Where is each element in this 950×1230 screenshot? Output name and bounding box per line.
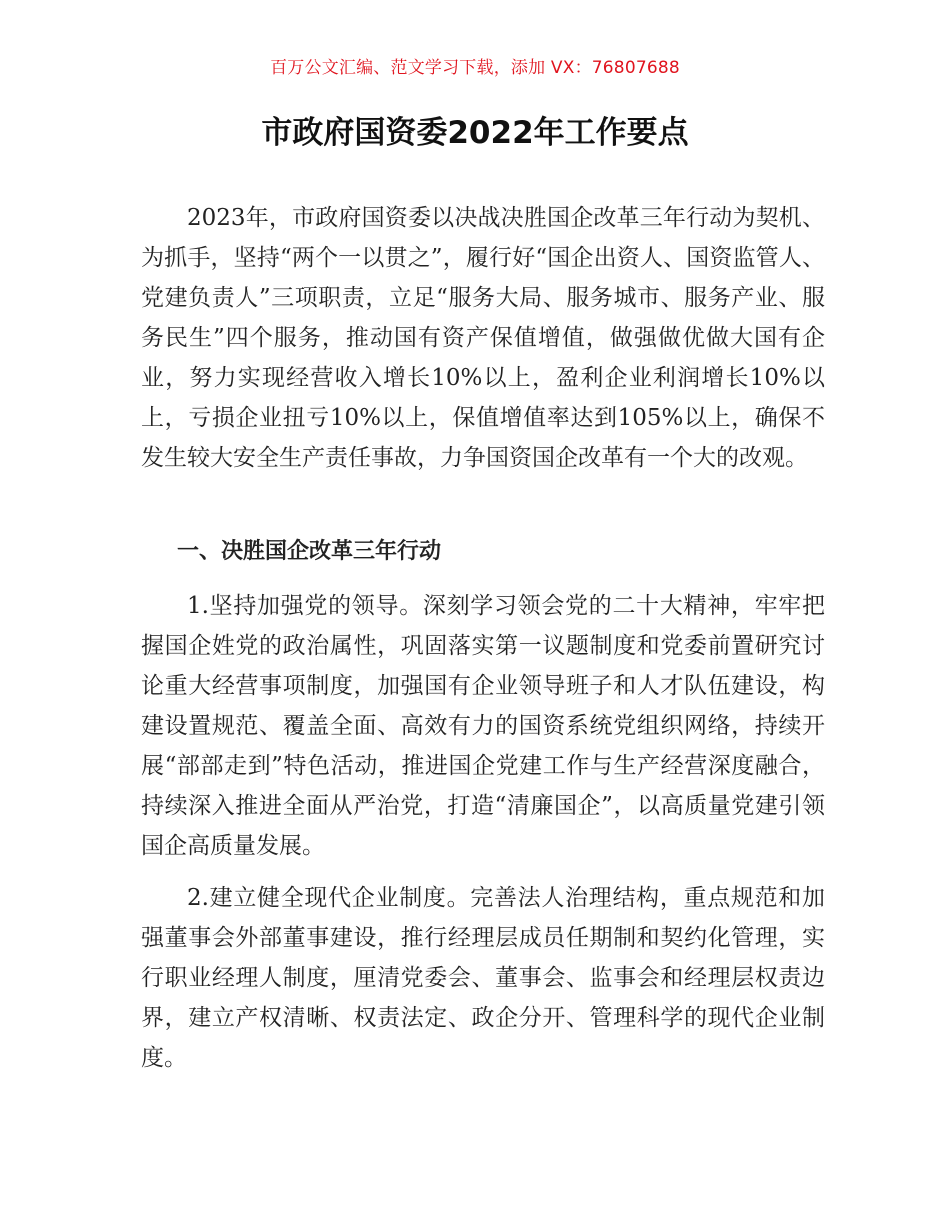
document-title: 市政府国资委2022年工作要点 bbox=[261, 115, 689, 151]
section-heading: 一、决胜国企改革三年行动 bbox=[177, 539, 442, 564]
section-item-paragraph: 1.坚持加强党的领导。深刻学习领会党的二十大精神，牢牢把握国企姓党的政治属性，巩固落实第一议题制度和党委前置研究讨论重大经营事项制度，加强国有企业领导班子和人才队伍建设，构建设置规范、覆盖全面、高效有力的国资系统党组织网络，持续开展“部部走到”特色活动，推进国企党建工作与生产经营深度融合，持续深入推进全面从严治党，打造“清廉国企”，以高质量党建引领国企高质量发展。 bbox=[141, 593, 825, 859]
watermark-banner: 百万公文汇编、范文学习下载，添加 VX：76807688 bbox=[270, 58, 680, 78]
section-item-paragraph: 2.建立健全现代企业制度。完善法人治理结构，重点规范和加强董事会外部董事建设，推行经理层成员任期制和契约化管理，实行职业经理人制度，厘清党委会、董事会、监事会和经理层权责边界，建立产权清晰、权责法定、政企分开、管理科学的现代企业制度。 bbox=[141, 885, 825, 1071]
intro-paragraph: 2023年，市政府国资委以决战决胜国企改革三年行动为契机、为抓手，坚持“两个一以贯之”，履行好“国企出资人、国资监管人、党建负责人”三项职责，立足“服务大局、服务城市、服务产业、服务民生”四个服务，推动国有资产保值增值，做强做优做大国有企业，努力实现经营收入增长10%以上，盈利企业利润增长10%以上，亏损企业扭亏10%以上，保值增值率达到105%以上，确保不发生较大安全生产责任事故，力争国资国企改革有一个大的改观。 bbox=[141, 205, 825, 471]
